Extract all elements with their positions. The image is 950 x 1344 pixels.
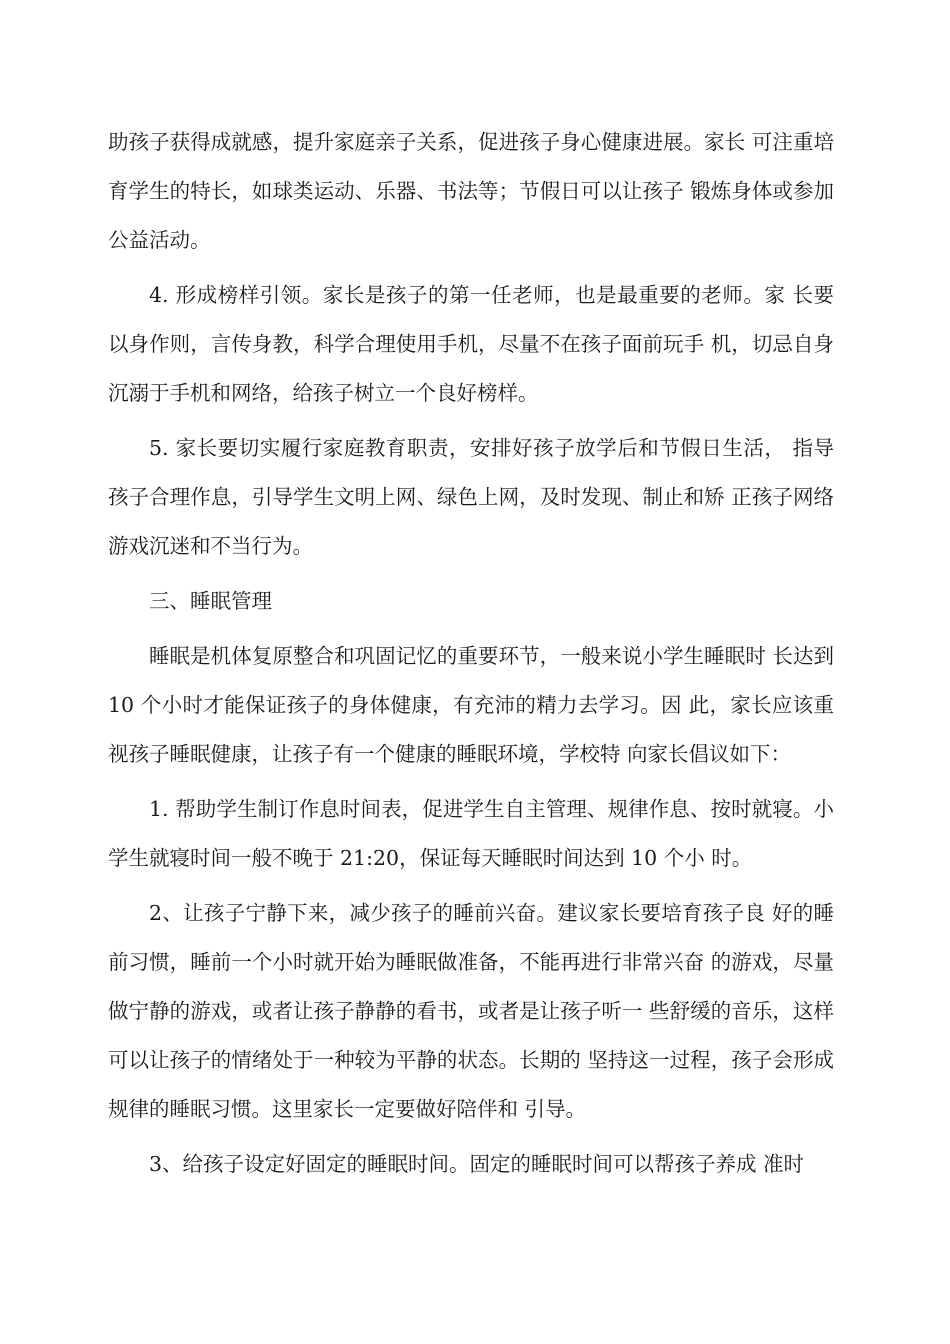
paragraph-5: 睡眠是机体复原整合和巩固记忆的重要环节，一般来说小学生睡眠时 长达到 10 个小时才能保证孩子的身体健康，有充沛的精力去学习。因 此，家长应该重视孩子睡眠健康，让孩子有一个健康的睡眠环境，学校特 向家长倡议如下： xyxy=(108,644,841,766)
document-body xyxy=(108,118,841,1195)
paragraph-3: 5. 家长要切实履行家庭教育职责，安排好孩子放学后和节假日生活， 指导孩子合理作息，引导学生文明上网、绿色上网，及时发现、制止和矫 正孩子网络游戏沉迷和不当行为。 xyxy=(108,436,834,558)
paragraph-8: 3、给孩子设定好固定的睡眠时间。固定的睡眠时间可以帮孩子养成 准时 xyxy=(149,1152,805,1176)
paragraph-7: 2、让孩子宁静下来，减少孩子的睡前兴奋。建议家长要培育孩子良 好的睡前习惯，睡前一个小时就开始为睡眠做准备，不能再进行非常兴奋 的游戏，尽量做宁静的游戏，或者让孩子静静的看书，或者是让孩子听一 些舒缓的音乐，这样可以让孩子的情绪处于一种较为平静的状态。长期的 坚持这一过程，孩子会形成规律的睡眠习惯。这里家长一定要做好陪伴和 引导。 xyxy=(108,901,834,1121)
paragraph-1: 助孩子获得成就感，提升家庭亲子关系，促进孩子身心健康进展。家长 可注重培育学生的特长，如球类运动、乐器、书法等；节假日可以让孩子 锻炼身体或参加公益活动。 xyxy=(108,130,834,252)
paragraph-6: 1. 帮助学生制订作息时间表，促进学生自主管理、规律作息、按时就寝。小学生就寝时间一般不晚于 21:20，保证每天睡眠时间达到 10 个小 时。 xyxy=(108,797,834,870)
paragraph-2: 4. 形成榜样引领。家长是孩子的第一任老师，也是最重要的老师。家 长要以身作则，言传身教，科学合理使用手机，尽量不在孩子面前玩手 机，切忌自身沉溺于手机和网络，给孩子树立一个良好榜样。 xyxy=(108,283,834,405)
section-heading-sleep: 三、睡眠管理 xyxy=(149,589,272,613)
